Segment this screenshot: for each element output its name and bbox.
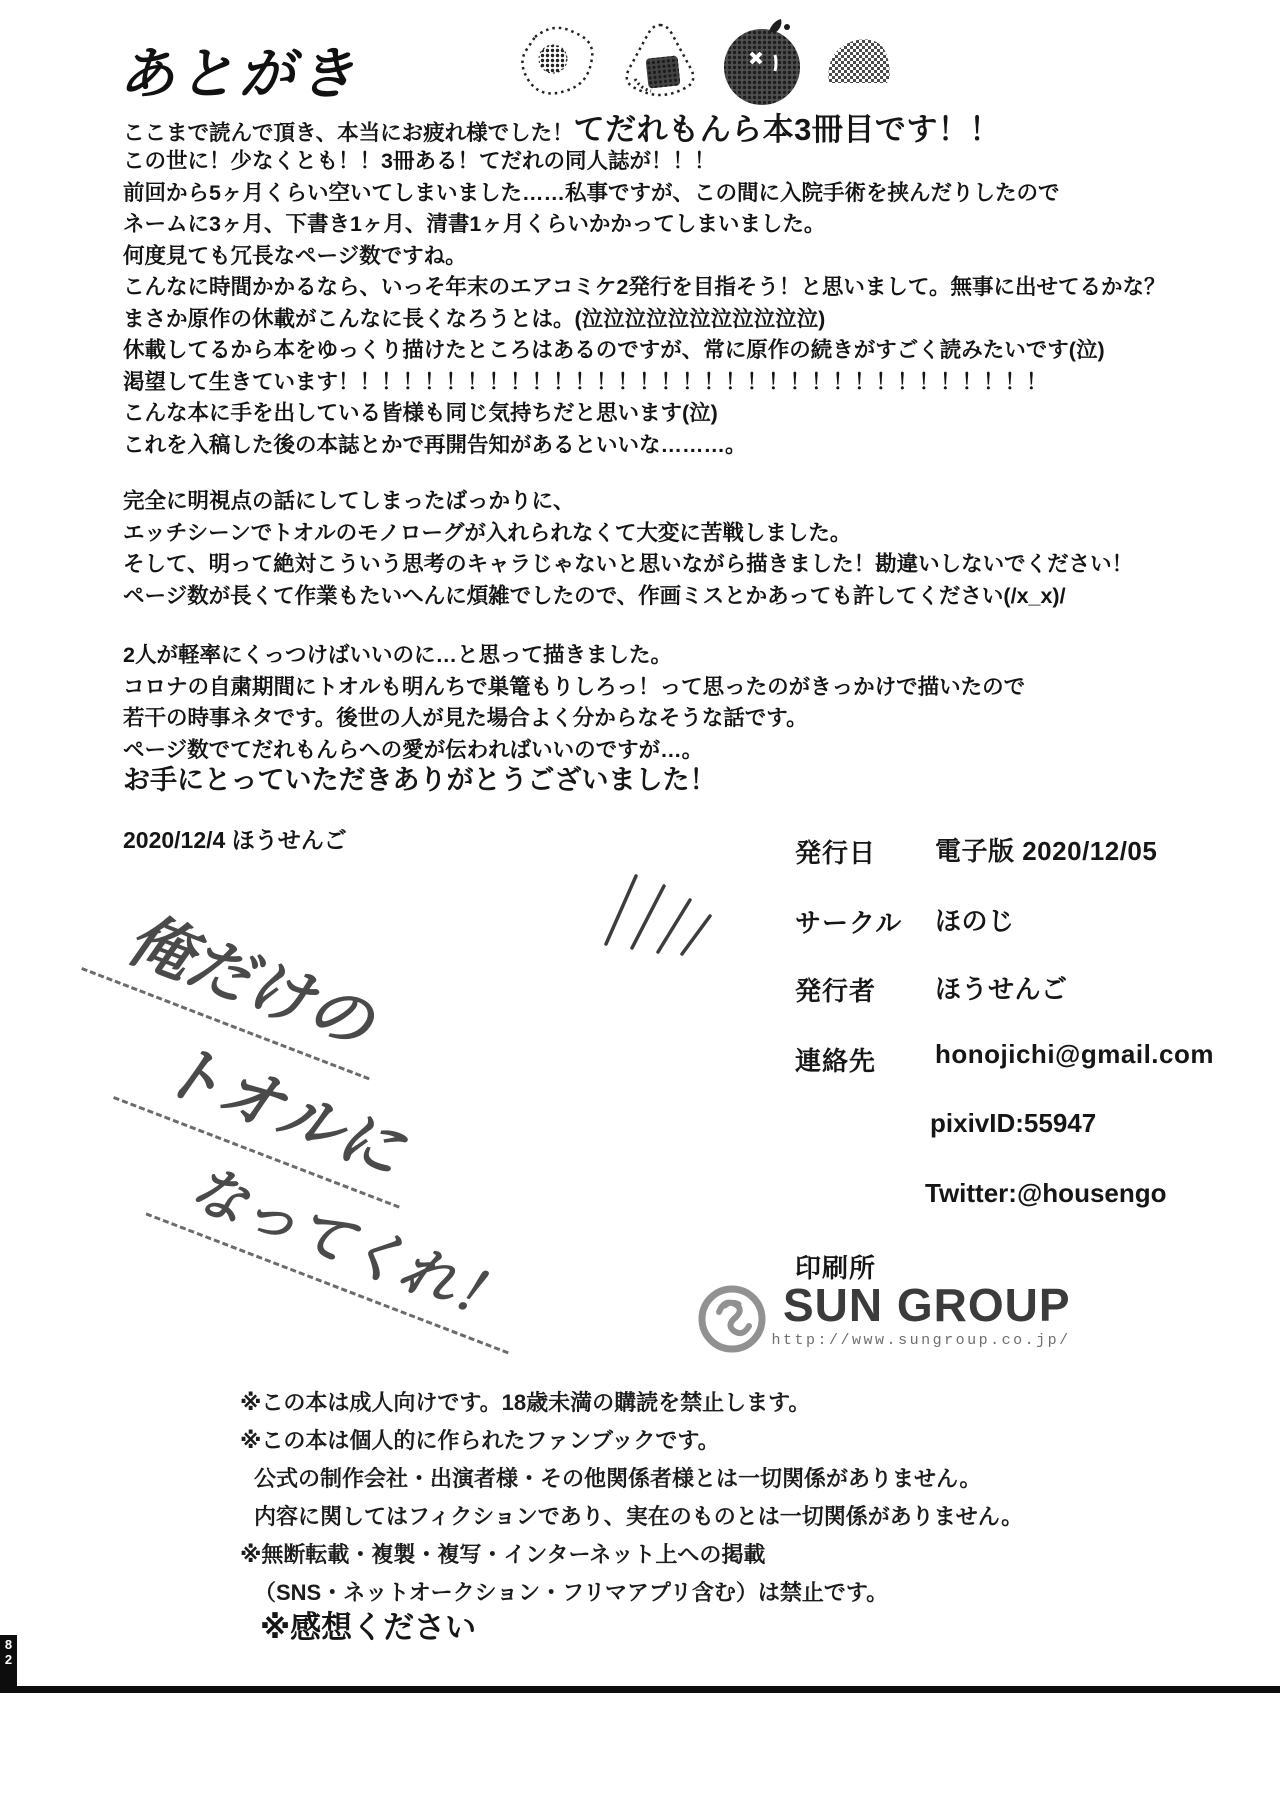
body-line: ネームに3ヶ月、下書き1ヶ月、清書1ヶ月くらいかかってしまいました。 [123, 212, 826, 236]
paragraph-2 [123, 486, 1133, 612]
page-title: あとがき [116, 42, 370, 105]
colophon-value-publisher: ほうせんご [935, 974, 1068, 1004]
body-line: エッチシーンでトオルのモノローグが入れられなくて大変に苦戦しました。 [123, 520, 852, 545]
body-line: そして、明って絶対こういう思考のキャラじゃないと思いながら描きました！勘違いしないでください！ [123, 552, 1134, 576]
body-line: これを入稿した後の本誌とかで再開告知があるといいな………。 [123, 432, 747, 457]
colophon-value-circle: ほのじ [935, 906, 1015, 936]
body-line: 完全に明視点の話にしてしまったばっかりに、 [123, 489, 575, 513]
body-line: ページ数が長くて作業もたいへんに煩雑でしたので、作画ミスとかあっても許してください(/x_x)/ [123, 583, 1066, 608]
intro-emphasis-text: てだれもんら本3冊目です！！ [573, 112, 1001, 147]
thanks-line: お手にとっていただきありがとうございました！ [123, 765, 717, 795]
disclaimer-line: ※この本は成人向けです。18歳未満の購読を禁止します。 [240, 1390, 811, 1415]
body-line: 休載してるから本をゆっくり描けたところはあるのですが、常に原作の続きがすごく読みたいです(泣) [123, 338, 1105, 362]
paragraph-1 [123, 146, 1165, 461]
body-line: まさか原作の休載がこんなに長くなろうとは。(泣泣泣泣泣泣泣泣泣泣泣) [123, 306, 826, 331]
body-line: 2人が軽率にくっつけばいいのに…と思って描きました。 [123, 643, 673, 667]
printer-logo [695, 1279, 1071, 1356]
disclaimer-line: ※この本は個人的に作られたファンブックです。 [240, 1428, 720, 1453]
page-number-digit: 8 [4, 1637, 13, 1652]
pixiv-id: pixivID:55947 [930, 1108, 1097, 1138]
colophon-value-issue-date: 電子版 2020/12/05 [935, 836, 1158, 866]
page-number-digit: 2 [4, 1652, 13, 1667]
page-number [0, 1635, 17, 1693]
body-line: この世に！少なくとも！！3冊ある！てだれの同人誌が！！！ [123, 149, 716, 173]
fried-egg-icon [515, 23, 603, 101]
disclaimer-line: ※無断転載・複製・複写・インターネット上への掲載 [240, 1542, 766, 1567]
colophon-label-contact: 連絡先 [795, 1046, 877, 1076]
body-line: 前回から5ヶ月くらい空いてしまいました……私事ですが、この間に入院手術を挟んだりしたので [123, 180, 1060, 205]
onigiri-icon [617, 19, 703, 105]
handwritten-line: なってくれ！ [145, 1132, 539, 1354]
colophon-label-issue-date: 発行日 [795, 838, 877, 868]
body-line: 渇望して生きています！！！！！！！！！！！！！！！！！！！！！！！！！！！！！！！！！ [123, 369, 1048, 394]
handwritten-line: トオルに [113, 1005, 435, 1209]
body-line: こんなに時間かかるなら、いっそ年末のエアコミケ2発行を目指そう！と思いまして。無事に出せてるかな？ [123, 275, 1166, 299]
header-food-icons [515, 14, 895, 109]
colophon-label-printer: 印刷所 [795, 1253, 877, 1283]
body-line: コロナの自粛期間にトオルも明んちで巣篭もりしろっ！って思ったのがきっかけで描いたので [123, 674, 1026, 699]
printer-name: SUN GROUP [783, 1279, 1071, 1331]
date-signature: 2020/12/4 ほうせんご [123, 827, 347, 853]
printer-url: http://www.sungroup.co.jp/ [771, 1332, 1071, 1349]
body-line: ページ数でてだれもんらへの愛が伝わればいいのですが…。 [123, 737, 704, 762]
sungroup-monogram-icon [695, 1282, 769, 1356]
apple-icon [717, 15, 809, 109]
paragraph-3 [123, 640, 1025, 766]
disclaimer-line: （SNS・ネットオークション・フリマアプリ含む）は禁止です。 [254, 1580, 889, 1605]
colophon-value-contact-email: honojichi@gmail.com [935, 1039, 1214, 1069]
twitter-handle: Twitter:@housengo [925, 1178, 1167, 1208]
body-line: 若干の時事ネタです。後世の人が見た場合よく分からなそうな話です。 [123, 706, 808, 730]
feedback-request-line: ※感想ください [260, 1610, 477, 1645]
disclaimer-line: 内容に関してはフィクションであり、実在のものとは一切関係がありません。 [254, 1504, 1024, 1529]
colophon-label-publisher: 発行者 [795, 976, 877, 1006]
disclaimer-line: 公式の制作会社・出演者様・その他関係者様とは一切関係がありません。 [254, 1466, 982, 1491]
intro-line [123, 104, 1001, 149]
scan-edge-bar [0, 1686, 1280, 1693]
body-line: こんな本に手を出している皆様も同じ気持ちだと思います(泣) [123, 401, 718, 425]
colophon-label-circle: サークル [795, 908, 903, 938]
handwritten-line: 俺だけの [81, 876, 405, 1081]
body-line: 何度見ても冗長なページ数ですね。 [123, 243, 467, 268]
bread-bun-icon [823, 31, 893, 93]
handwritten-note [0, 872, 612, 1352]
speed-lines-icon [598, 858, 718, 958]
intro-normal-text: ここまで読んで頂き、本当にお疲れ様でした！ [123, 121, 574, 145]
